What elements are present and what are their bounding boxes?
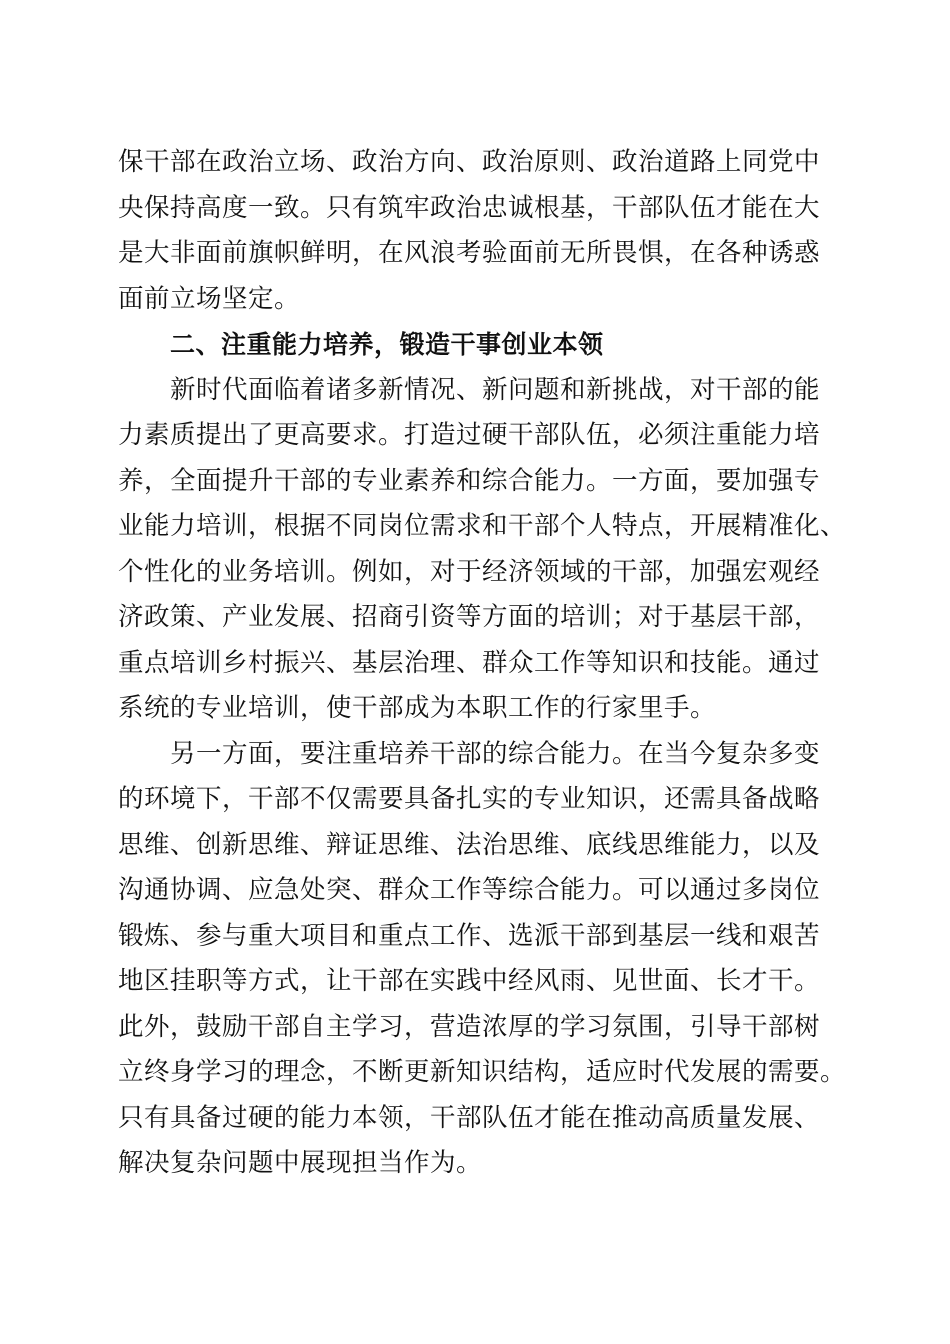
paragraph-line: 力素质提出了更高要求。打造过硬干部队伍，必须注重能力培 [118, 420, 821, 450]
paragraph-line: 保干部在政治立场、政治方向、政治原则、政治道路上同党中 [118, 147, 821, 177]
paragraph-line: 面前立场坚定。 [118, 283, 301, 314]
paragraph-line: 锻炼、参与重大项目和重点工作、选派干部到基层一线和艰苦 [118, 920, 821, 951]
paragraph-line: 另一方面，要注重培养干部的综合能力。在当今复杂多变 [170, 738, 821, 769]
paragraph-line: 个性化的业务培训。例如，对于经济领域的干部，加强宏观经 [118, 556, 821, 587]
paragraph-line: 业能力培训，根据不同岗位需求和干部个人特点，开展精准化、 [118, 511, 847, 541]
paragraph-line: 的环境下，干部不仅需要具备扎实的专业知识，还需具备战略 [118, 784, 821, 814]
paragraph-line: 济政策、产业发展、招商引资等方面的培训；对于基层干部， [118, 602, 821, 632]
paragraph-line: 是大非面前旗帜鲜明，在风浪考验面前无所畏惧，在各种诱惑 [118, 238, 821, 268]
paragraph-line: 新时代面临着诸多新情况、新问题和新挑战，对干部的能 [170, 374, 821, 405]
paragraph-line: 思维、创新思维、辩证思维、法治思维、底线思维能力，以及 [118, 829, 821, 860]
paragraph-line: 此外，鼓励干部自主学习，营造浓厚的学习氛围，引导干部树 [118, 1011, 821, 1042]
paragraph-line: 央保持高度一致。只有筑牢政治忠诚根基，干部队伍才能在大 [118, 192, 821, 223]
paragraph-line: 沟通协调、应急处突、群众工作等综合能力。可以通过多岗位 [118, 875, 821, 905]
paragraph-line: 立终身学习的理念，不断更新知识结构，适应时代发展的需要。 [118, 1057, 847, 1087]
paragraph-line: 地区挂职等方式，让干部在实践中经风雨、见世面、长才干。 [118, 966, 821, 996]
document-body [118, 140, 847, 1187]
paragraph-line: 解决复杂问题中展现担当作为。 [118, 1148, 483, 1178]
paragraph-line: 重点培训乡村振兴、基层治理、群众工作等知识和技能。通过 [118, 647, 821, 678]
section-heading: 二、注重能力培养，锻造干事创业本领 [170, 330, 604, 359]
paragraph-line: 只有具备过硬的能力本领，干部队伍才能在推动高质量发展、 [118, 1102, 821, 1133]
paragraph-line: 养，全面提升干部的专业素养和综合能力。一方面，要加强专 [118, 465, 821, 496]
paragraph-line: 系统的专业培训，使干部成为本职工作的行家里手。 [118, 693, 717, 723]
